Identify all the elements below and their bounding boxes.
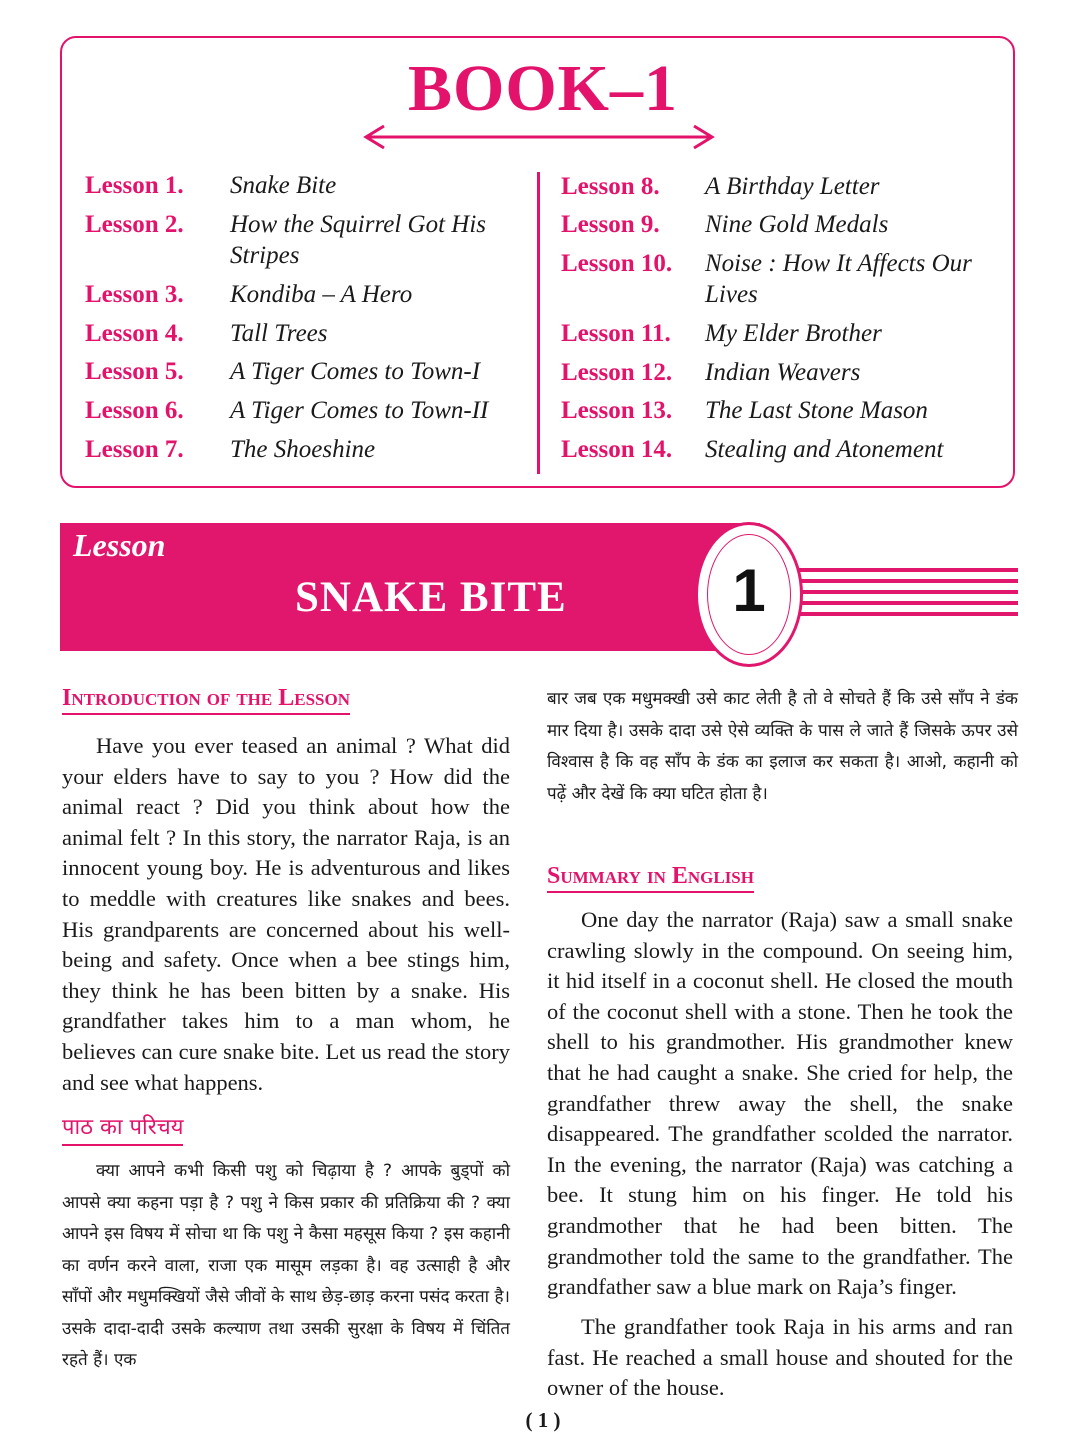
lesson-title: My Elder Brother bbox=[705, 320, 882, 347]
lesson-number-value: 1 bbox=[732, 557, 766, 624]
summary-paragraph-2: The grandfather took Raja in his arms and ran fast. He reached a small house and shouted for the owner of the house. bbox=[547, 1314, 1013, 1401]
lesson-number: Lesson 2. bbox=[85, 211, 184, 238]
lesson-title: A Tiger Comes to Town-II bbox=[230, 397, 489, 424]
lesson-number: Lesson 13. bbox=[561, 397, 673, 424]
lesson-title: A Birthday Letter bbox=[705, 173, 880, 200]
lesson-number: Lesson 1. bbox=[85, 172, 184, 199]
lesson-title: The Last Stone Mason bbox=[705, 397, 928, 424]
summary-heading: Summary in English bbox=[547, 862, 754, 893]
lesson-number: Lesson 9. bbox=[561, 211, 660, 238]
lesson-title: Nine Gold Medals bbox=[705, 211, 889, 238]
lesson-title: Kondiba – A Hero bbox=[230, 281, 413, 308]
lesson-title: Stealing and Atonement bbox=[705, 436, 944, 463]
lesson-number: Lesson 12. bbox=[561, 359, 673, 386]
contents-divider bbox=[537, 172, 540, 474]
lesson-number: Lesson 8. bbox=[561, 173, 660, 200]
lesson-number: Lesson 6. bbox=[85, 397, 184, 424]
lesson-number: Lesson 7. bbox=[85, 436, 184, 463]
lesson-title: Indian Weavers bbox=[705, 359, 861, 386]
intro-paragraph: Have you ever teased an animal ? What did your elders have to say to you ? How did the animal react ? Did you think about how the animal felt ? In this story, the narrator Raja, is an innocent young boy. He is adventurous and likes to meddle with creatures like snakes and bees. His grandparents are concerned about his well-being and safety. Once when a bee stings him, they think he has been bitten by a snake. His grandfather takes him to a man whom, he believes can cure snake bite. Let us read the story and see what happens. bbox=[62, 733, 510, 1095]
lesson-banner bbox=[60, 523, 760, 651]
lesson-number: Lesson 4. bbox=[85, 320, 184, 347]
lesson-number: Lesson 10. bbox=[561, 250, 673, 277]
lesson-number: Lesson 11. bbox=[561, 320, 671, 347]
intro-heading: Introduction of the Lesson bbox=[62, 684, 350, 715]
double-arrow-icon bbox=[362, 122, 716, 152]
lesson-number: Lesson 3. bbox=[85, 281, 184, 308]
lesson-number: Lesson 14. bbox=[561, 436, 673, 463]
book-title: BOOK–1 bbox=[407, 52, 679, 125]
lesson-title-heading: SNAKE BITE bbox=[295, 574, 567, 621]
summary-paragraph-1: One day the narrator (Raja) saw a small snake crawling slowly in the compound. On seeing him, it hid itself in a coconut shell. He closed the mouth of the coconut shell with a stone. Then he took the shell to his grandmother. His grandmother knew that he had caught a snake. She cried for help, the grandfather threw away the shell, the snake disappeared. The grandfather scolded the narrator. In the evening, the narrator (Raja) was catching a bee. It stung him on his finger. He told his grandmother that he had been bitten. The grandmother told the same to the grandfather. The grandfather saw a blue mark on Raja’s finger. bbox=[547, 907, 1013, 1300]
lesson-number: Lesson 5. bbox=[85, 358, 184, 385]
lesson-label: Lesson bbox=[73, 527, 166, 563]
hindi-intro-paragraph-left: क्या आपने कभी किसी पशु को चिढ़ाया है ? आपके बुड्पों को आपसे क्या कहना पड़ा है ? पशु ने किस प्रकार की प्रतिक्रिया की ? क्या आपने इस विषय में सोचा था कि पशु ने कैसा महसूस किया ? इस कहानी का वर्णन करने वाला, राजा एक मासूम लड़का है। वह उत्साही है और साँपों और मधुमक्खियों जैसे जीवों के साथ छेड़-छाड़ करना पसंद करता है। उसके दादा-दादी उसके कल्याण तथा उसकी सुरक्षा के विषय में चिंतित रहते हैं। एक bbox=[62, 1161, 510, 1370]
hindi-intro-paragraph-right: बार जब एक मधुमक्खी उसे काट लेती है तो वे सोचते हैं कि उसे साँप ने डंक मार दिया है। उसके दादा उसे ऐसे व्यक्ति के पास ले जाते हैं जिसके ऊपर उसे विश्वास है कि वह साँप के डंक का इलाज कर सकता है। आओ, कहानी को पढ़ें और देखें कि क्या घटित होता है। bbox=[547, 689, 1018, 804]
lesson-title: How the Squirrel Got His Stripes bbox=[230, 211, 487, 269]
lesson-title: Snake Bite bbox=[230, 172, 337, 199]
lesson-title: Noise : How It Affects Our Lives bbox=[705, 250, 972, 308]
hindi-intro-heading: पाठ का परिचय bbox=[62, 1112, 183, 1146]
lesson-number-badge bbox=[695, 522, 803, 667]
lesson-title: The Shoeshine bbox=[230, 436, 376, 463]
page-number: ( 1 ) bbox=[525, 1408, 561, 1432]
lesson-title: A Tiger Comes to Town-I bbox=[230, 358, 481, 385]
lesson-title: Tall Trees bbox=[230, 320, 328, 347]
